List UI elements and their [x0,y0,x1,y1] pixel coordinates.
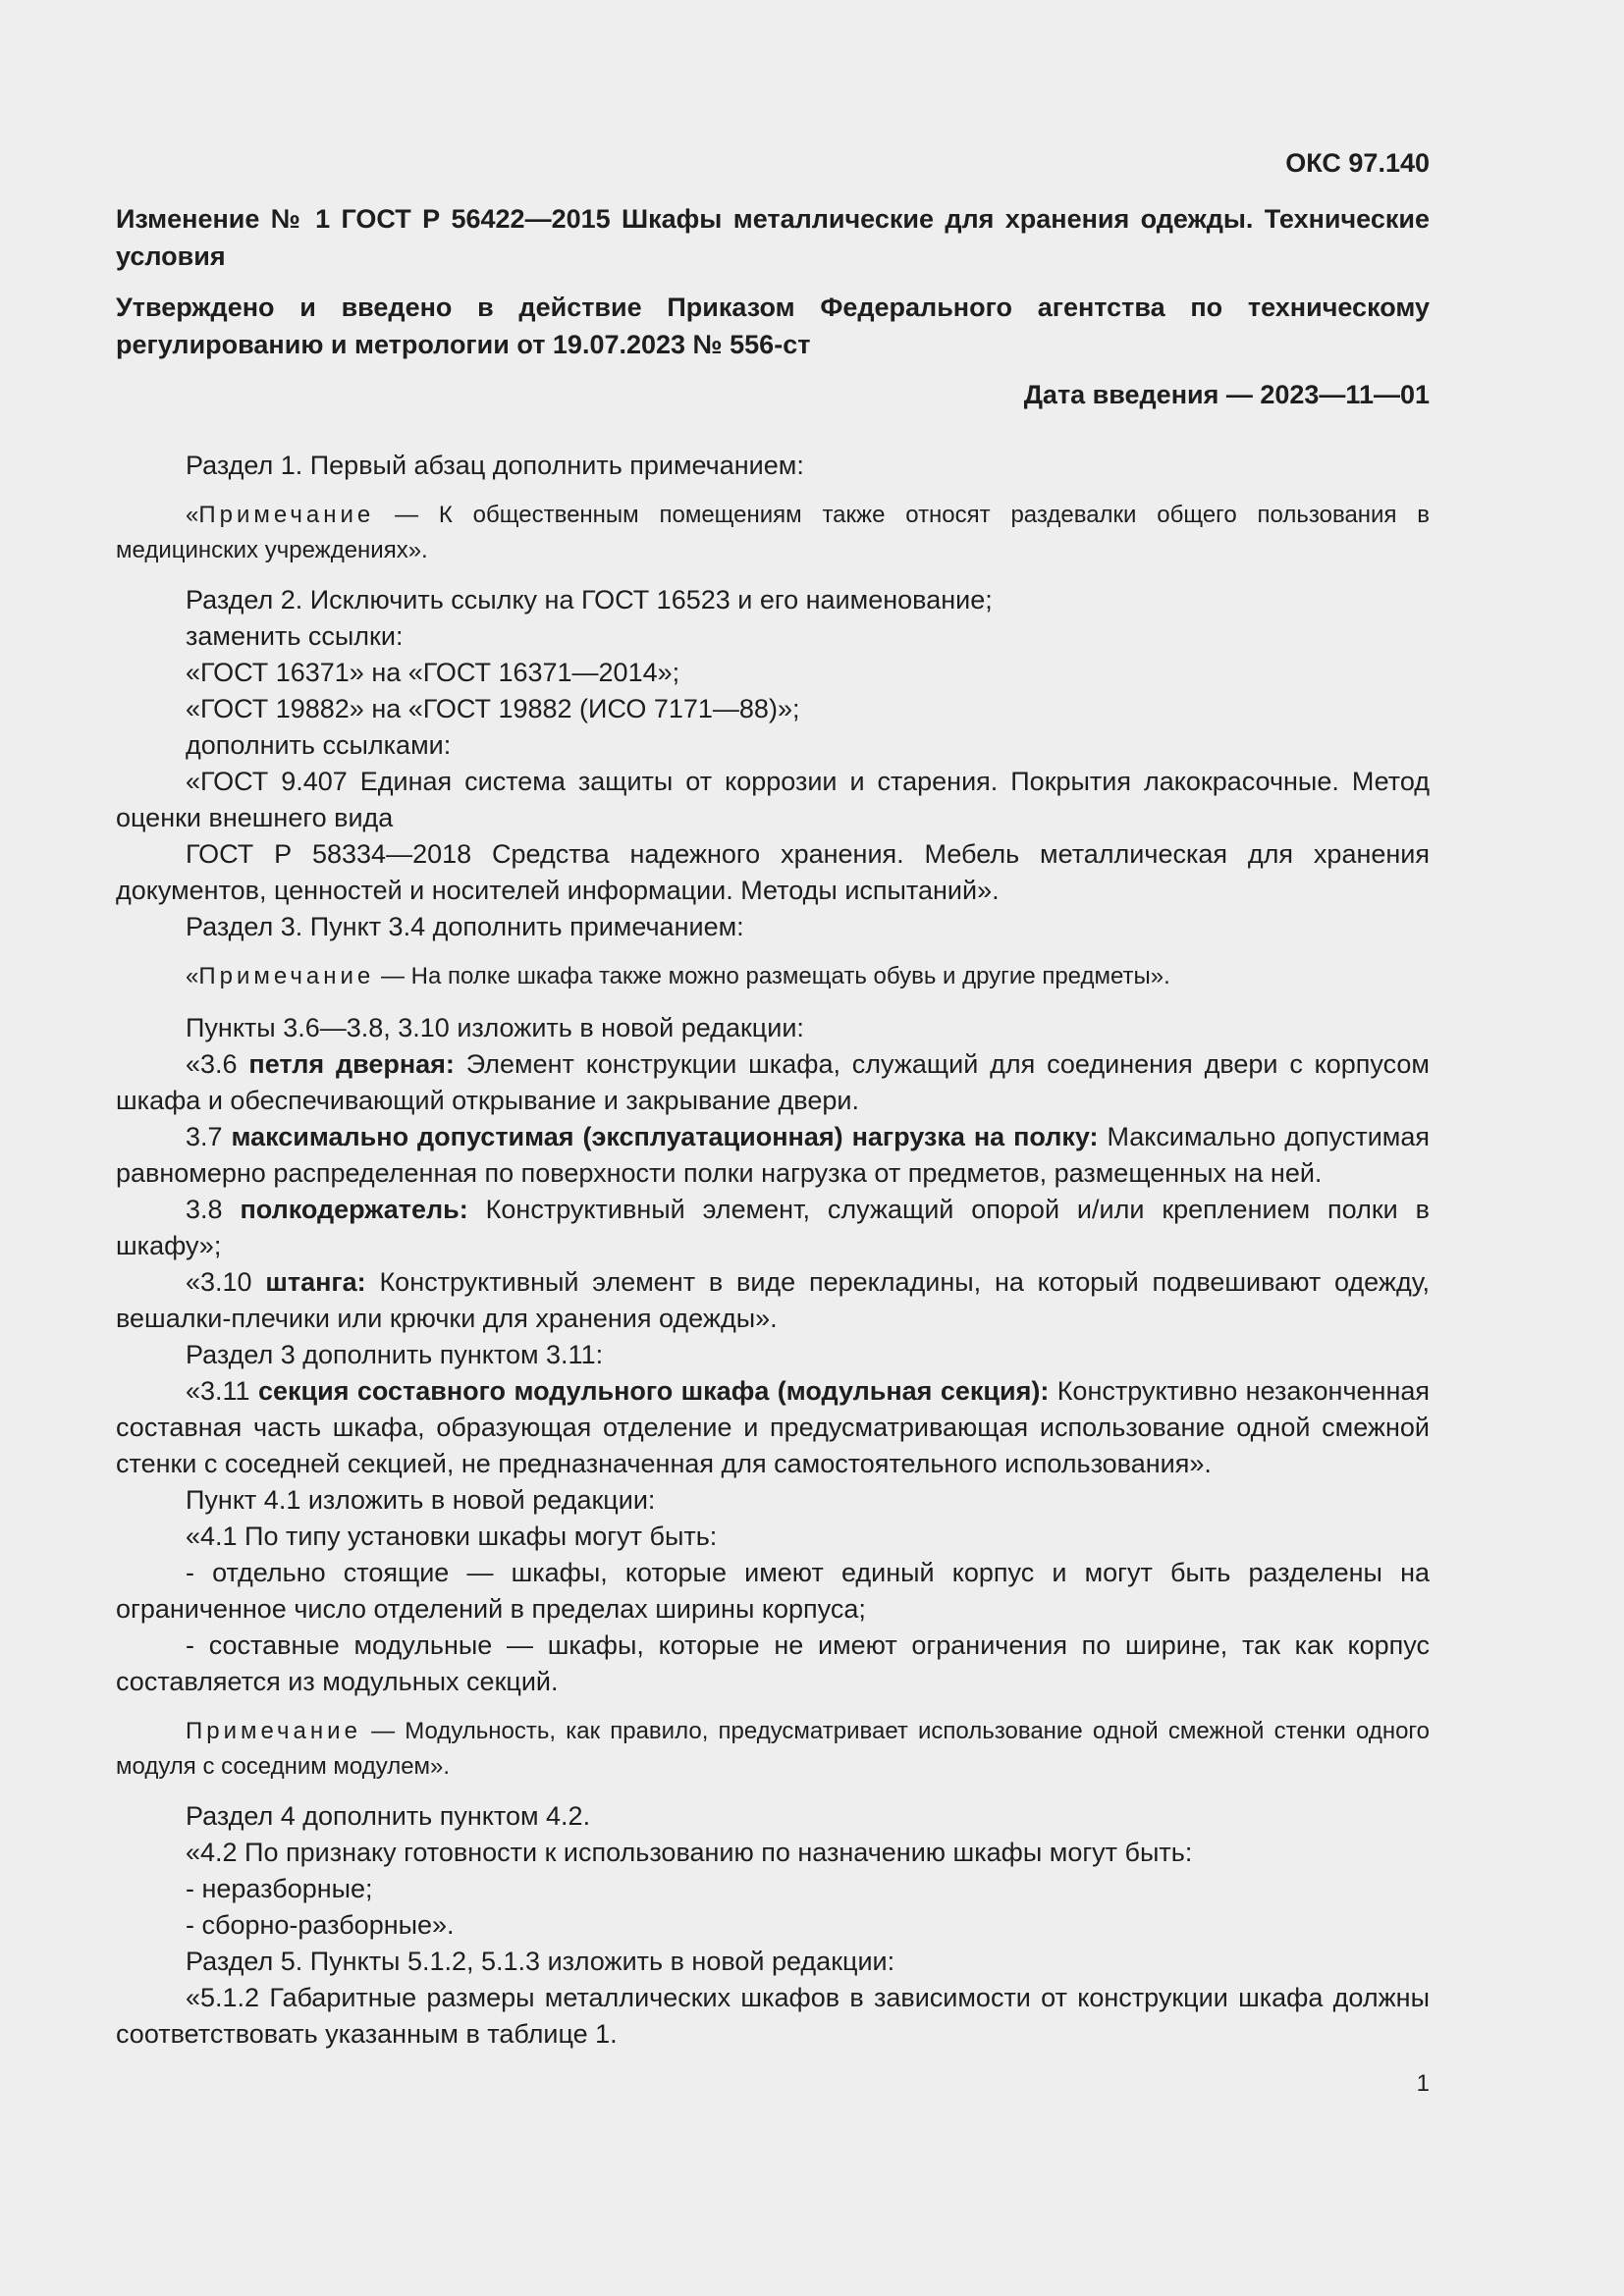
document-body [116,145,1430,2053]
classifier-code: ОКС 97.140 [1285,148,1430,178]
clause-number: «3.6 [186,1049,249,1079]
paragraph: «4.2 По признаку готовности к использованию по назначению шкафы могут быть: [186,1838,1193,1867]
definition-paragraph [116,1373,1430,1482]
list-item: - неразборные; [186,1874,373,1903]
page-number: 1 [1416,2070,1430,2097]
paragraph: Раздел 1. Первый абзац дополнить примечанием: [186,451,804,480]
note-quote: « [186,502,199,528]
document-title: Изменение № 1 ГОСТ Р 56422—2015 Шкафы металлические для хранения одежды. Технические условия [116,204,1430,271]
definition-paragraph [116,1046,1430,1119]
paragraph: «ГОСТ 19882» на «ГОСТ 19882 (ИСО 7171—88)»; [186,694,800,723]
note-label: Примечание [198,963,375,989]
paragraph: Раздел 5. Пункты 5.1.2, 5.1.3 изложить в новой редакции: [186,1947,895,1976]
defined-term: петля дверная: [248,1049,455,1079]
defined-term: секция составного модульного шкафа (модульная секция): [257,1376,1050,1406]
note [116,498,1430,568]
definition-text: Конструктивный элемент в виде перекладины, на который подвешивают одежду, вешалки-плечики или крючки для хранения одежды». [116,1267,1431,1333]
note-quote: « [186,963,199,989]
paragraph: Пункт 4.1 изложить в новой редакции: [186,1485,656,1515]
paragraph: Раздел 2. Исключить ссылку на ГОСТ 16523 и его наименование; [186,585,993,614]
definition-paragraph [116,1192,1430,1264]
paragraph: ГОСТ Р 58334—2018 Средства надежного хранения. Мебель металлическая для хранения документов, ценностей и носителей информации. Методы испытаний». [116,839,1430,905]
definition-text: Максимально допустимая равномерно распределенная по поверхности полки нагрузка от предметов, размещенных на ней. [116,1122,1430,1188]
paragraph: Раздел 4 дополнить пунктом 4.2. [186,1801,591,1831]
paragraph: «ГОСТ 9.407 Единая система защиты от коррозии и старения. Покрытия лакокрасочные. Метод оценки внешнего вида [116,767,1430,832]
clause-number: 3.8 [186,1195,241,1224]
defined-term: штанга: [265,1267,366,1297]
paragraph: заменить ссылки: [186,621,404,651]
defined-term: максимально допустимая (эксплуатационная) нагрузка на полку: [231,1122,1099,1151]
paragraph: Раздел 3 дополнить пунктом 3.11: [186,1340,604,1369]
paragraph: «4.1 По типу установки шкафы могут быть: [186,1522,718,1551]
note-text: — К общественным помещениям также относят раздевалки общего пользования в медицинских учреждениях». [116,502,1430,563]
list-item: - составные модульные — шкафы, которые не имеют ограничения по ширине, так как корпус составляется из модульных секций. [116,1630,1430,1696]
approval-line: Утверждено и введено в действие Приказом Федерального агентства по техническому регулированию и метрологии от 19.07.2023 № 556-ст [116,293,1430,359]
definition-text: Элемент конструкции шкафа, служащий для соединения двери с корпусом шкафа и обеспечивающий открывание и закрывание двери. [116,1049,1430,1115]
note-text: — Модульность, как правило, предусматривает использование одной смежной стенки одного модуля с соседним модулем». [116,1718,1430,1780]
note-text: — На полке шкафа также можно размещать обувь и другие предметы». [374,963,1170,989]
defined-term: полкодержатель: [240,1195,468,1224]
paragraph: «ГОСТ 16371» на «ГОСТ 16371—2014»; [186,658,680,687]
clause-number: «3.11 [186,1376,258,1406]
paragraph: Пункты 3.6—3.8, 3.10 изложить в новой редакции: [186,1013,804,1042]
note [116,1714,1430,1785]
clause-number: «3.10 [186,1267,266,1297]
definition-text: Конструктивно незаконченная составная часть шкафа, образующая отделение и предусматривающая использование одной смежной стенки с соседней секцией, не предназначенная для самостоятельного использования». [116,1376,1430,1478]
definition-paragraph [116,1119,1430,1192]
list-item: - сборно-разборные». [186,1910,455,1940]
effective-date: Дата введения — 2023—11—01 [1023,380,1430,409]
paragraph: Раздел 3. Пункт 3.4 дополнить примечанием: [186,912,744,941]
note [116,959,1430,994]
clause-number: 3.7 [186,1122,232,1151]
paragraph: дополнить ссылками: [186,730,452,760]
note-label: Примечание [198,502,375,528]
note-label: Примечание [186,1718,361,1744]
list-item: - отдельно стоящие — шкафы, которые имеют единый корпус и могут быть разделены на ограниченное число отделений в пределах ширины корпуса; [116,1558,1430,1624]
paragraph: «5.1.2 Габаритные размеры металлических шкафов в зависимости от конструкции шкафа должны соответствовать указанным в таблице 1. [116,1983,1430,2049]
definition-text: Конструктивный элемент, служащий опорой и/или креплением полки в шкафу»; [116,1195,1430,1260]
definition-paragraph [116,1264,1430,1337]
